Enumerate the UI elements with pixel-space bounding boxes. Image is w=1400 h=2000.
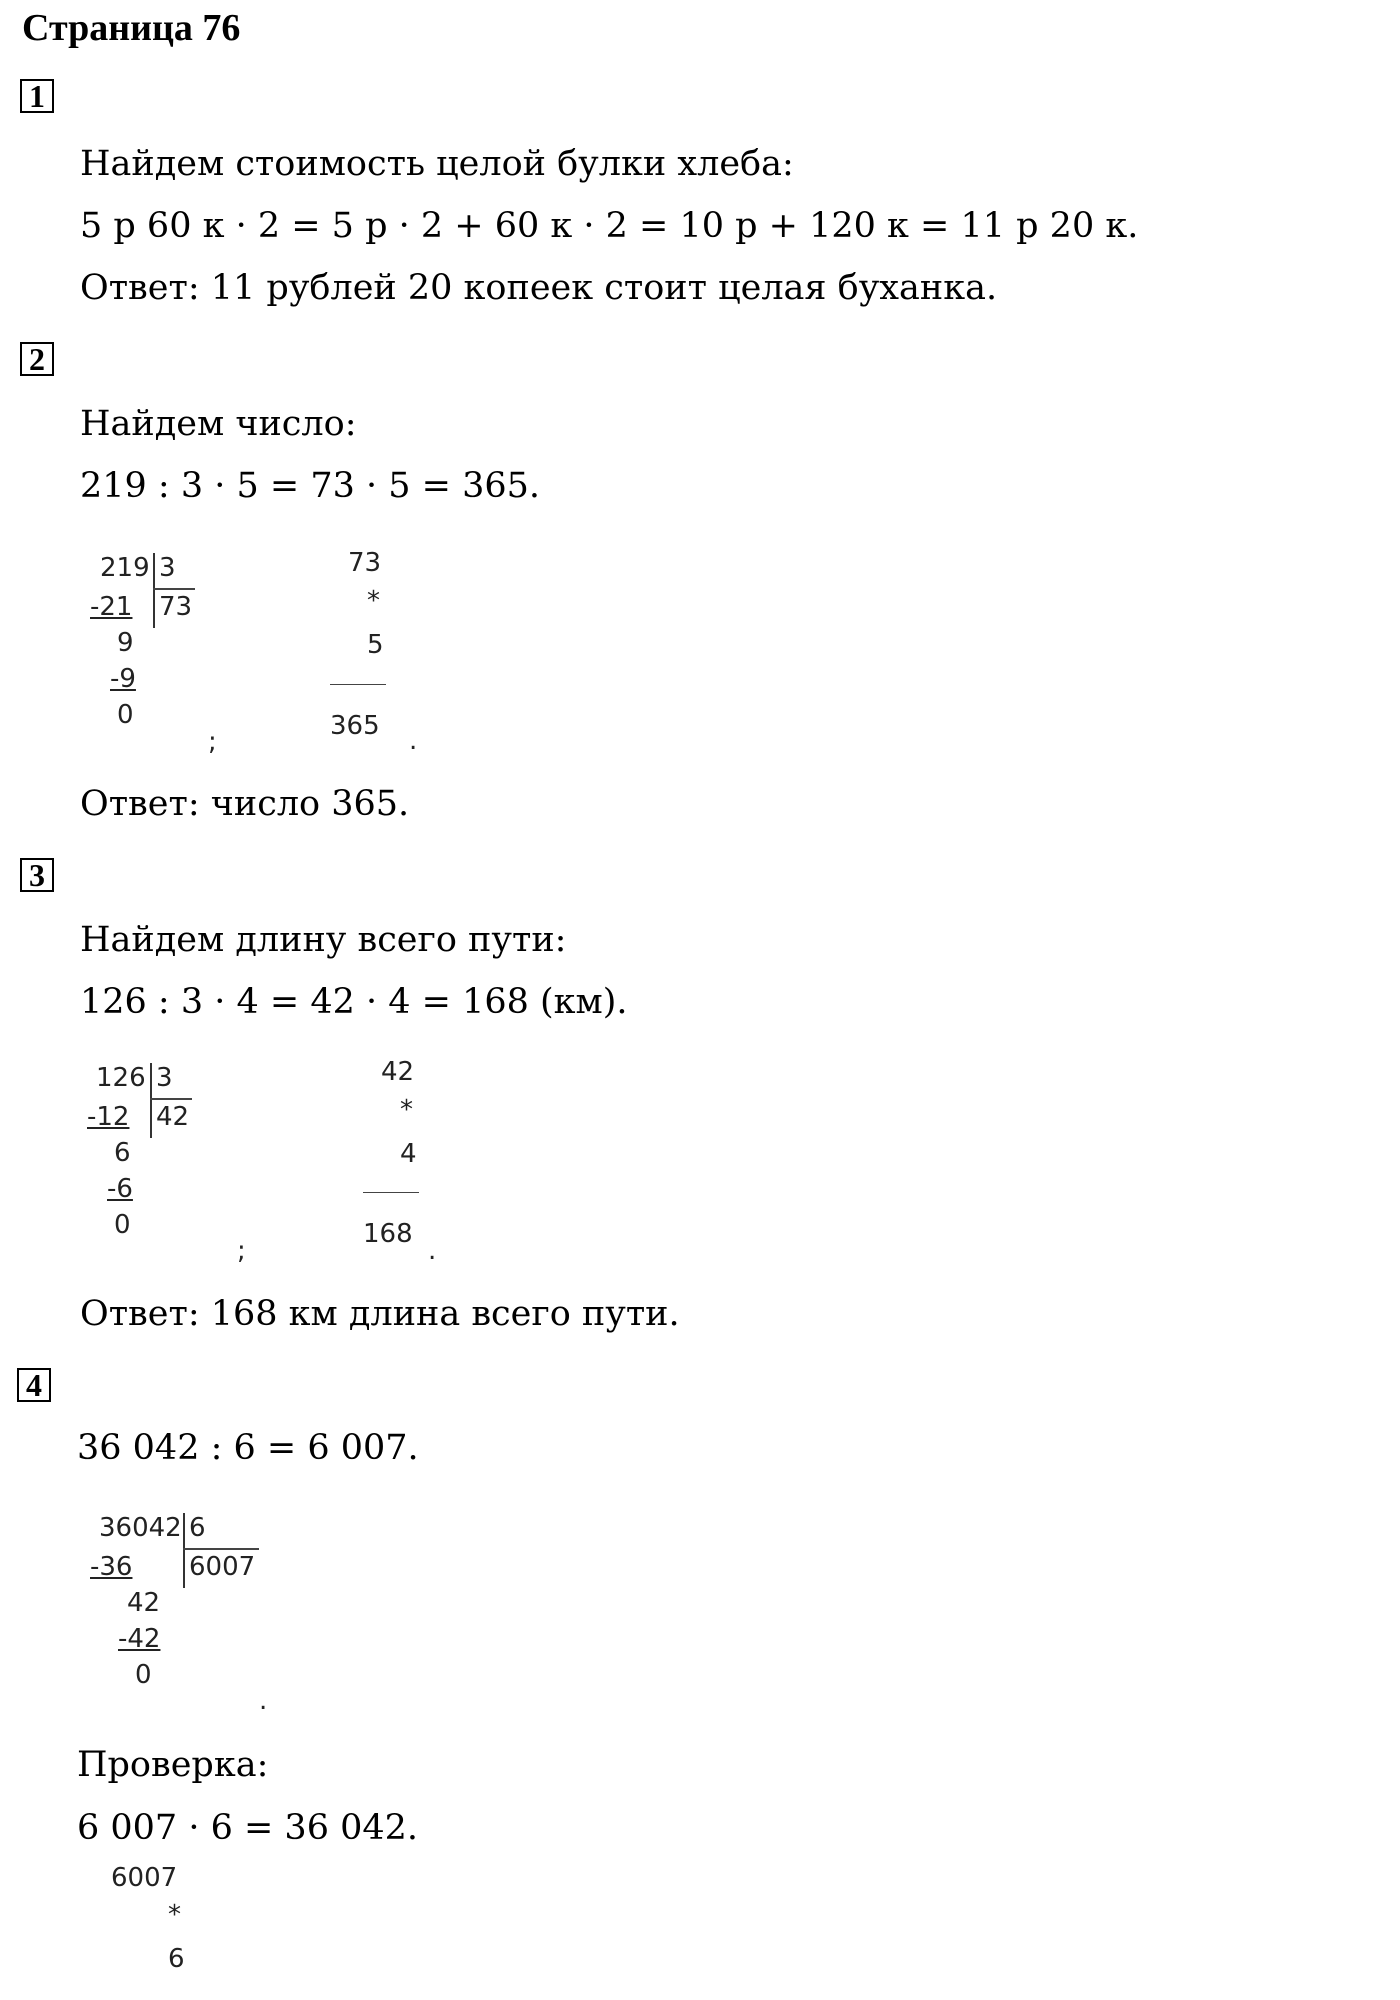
division-dividend: 219 (100, 553, 150, 583)
task-2-expression: 219 : 3 · 5 = 73 · 5 = 365. (80, 466, 541, 506)
task-1-intro: Найдем стоимость целой булки хлеба: (80, 144, 794, 184)
task-3-intro: Найдем длину всего пути: (80, 920, 567, 960)
division-step: -42 (118, 1624, 161, 1654)
division-dividend: 126 (96, 1063, 146, 1093)
division-quotient: 73 (159, 592, 193, 622)
end-period: . (409, 726, 418, 756)
division-step: 0 (114, 1210, 131, 1240)
division-divisor: 3 (159, 553, 176, 583)
task-3-answer: Ответ: 168 км длина всего пути. (80, 1294, 680, 1334)
task-2-intro: Найдем число: (80, 404, 357, 444)
end-period: . (428, 1236, 437, 1266)
division-step: -21 (90, 592, 133, 622)
division-step: 0 (135, 1660, 152, 1690)
end-period: . (259, 1686, 268, 1716)
multiplication-line (363, 1192, 419, 1193)
multiply-sign: * (168, 1900, 181, 1930)
division-divisor: 3 (156, 1063, 173, 1093)
multiplier: 6 (168, 1944, 185, 1974)
division-step: -12 (87, 1102, 130, 1132)
division-bracket-vertical (150, 1063, 152, 1138)
division-quotient: 42 (156, 1102, 190, 1132)
division-step: 42 (127, 1588, 161, 1618)
multiplicand: 73 (348, 548, 382, 578)
multiplication-result: 365 (330, 711, 380, 741)
task-3-expression: 126 : 3 · 4 = 42 · 4 = 168 (км). (80, 982, 628, 1022)
division-divisor: 6 (189, 1513, 206, 1543)
multiplication-result: 168 (363, 1219, 413, 1249)
division-bracket-vertical (183, 1513, 185, 1588)
multiplicand: 6007 (111, 1863, 178, 1893)
task-number-2: 2 (20, 342, 54, 376)
division-step: -9 (110, 664, 136, 694)
multiplier: 4 (400, 1139, 417, 1169)
division-step: -6 (107, 1174, 133, 1204)
division-quotient: 6007 (189, 1552, 256, 1582)
task-2-answer: Ответ: число 365. (80, 784, 410, 824)
multiplier: 5 (367, 630, 384, 660)
task-number-4: 4 (17, 1368, 51, 1402)
page-title: Страница 76 (22, 7, 241, 49)
task-number-3: 3 (20, 858, 54, 892)
division-step: -36 (90, 1552, 133, 1582)
separator: ; (208, 727, 217, 757)
task-4-expression: 36 042 : 6 = 6 007. (77, 1428, 419, 1468)
check-expression: 6 007 · 6 = 36 042. (77, 1808, 419, 1848)
separator: ; (237, 1236, 246, 1266)
check-label: Проверка: (77, 1745, 269, 1785)
division-step: 6 (114, 1138, 131, 1168)
task-number-1: 1 (20, 79, 54, 113)
multiply-sign: * (400, 1095, 413, 1125)
task-1-expression: 5 р 60 к · 2 = 5 р · 2 + 60 к · 2 = 10 р + 120 к = 11 р 20 к. (80, 206, 1139, 246)
division-dividend: 36042 (99, 1513, 182, 1543)
task-1-answer: Ответ: 11 рублей 20 копеек стоит целая буханка. (80, 268, 998, 308)
division-bracket-vertical (153, 553, 155, 628)
multiplicand: 42 (381, 1057, 415, 1087)
multiplication-line (330, 684, 386, 685)
division-bracket-horizontal (150, 1098, 192, 1100)
division-step: 9 (117, 628, 134, 658)
division-step: 0 (117, 700, 134, 730)
division-bracket-horizontal (153, 588, 195, 590)
division-bracket-horizontal (183, 1548, 259, 1550)
multiply-sign: * (367, 586, 380, 616)
